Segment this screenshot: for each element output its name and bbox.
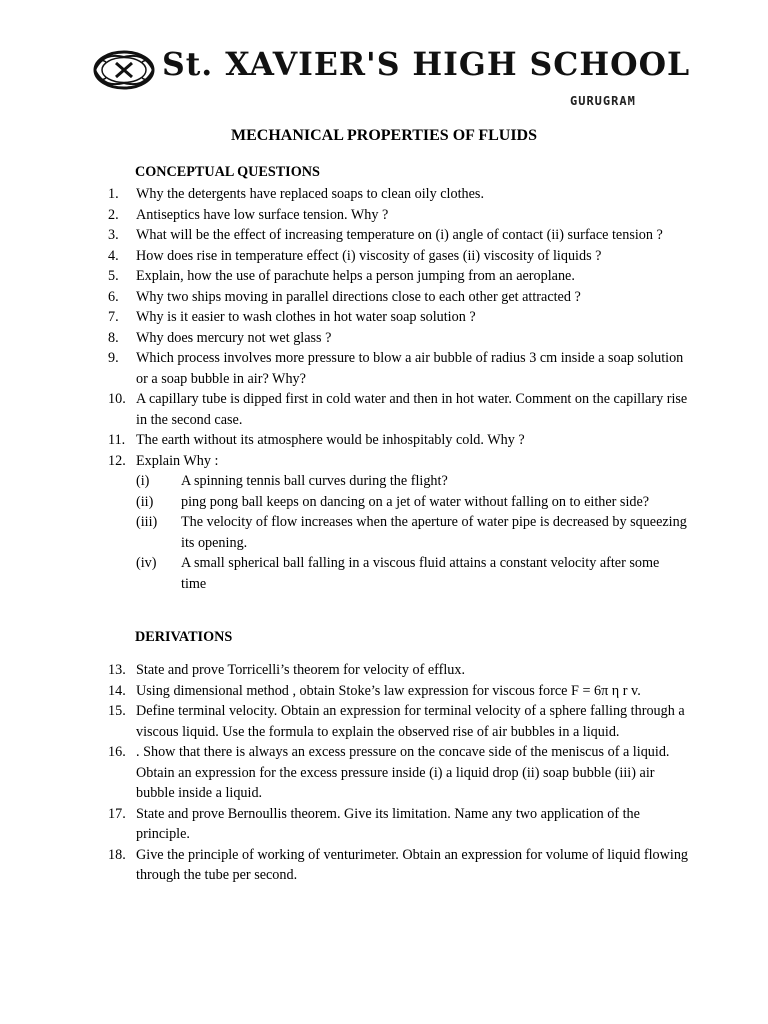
list-item	[108, 389, 688, 430]
sub-item-text: ping pong ball keeps on dancing on a jet of water without falling on to either side?	[181, 493, 650, 510]
item-text: The earth without its atmosphere would be inhospitably cold. Why ?	[136, 432, 525, 448]
list-item	[108, 742, 688, 804]
item-number: 13.	[108, 662, 126, 678]
derivations-heading: DERIVATIONS	[135, 629, 233, 645]
item-number: 12.	[108, 452, 126, 469]
school-header	[92, 44, 691, 114]
list-item	[108, 701, 688, 742]
list-item	[108, 451, 688, 595]
derivations-list	[108, 660, 688, 886]
item-text: Give the principle of working of venturimeter. Obtain an expression for volume of liquid flowing through the tube per second.	[136, 846, 689, 883]
item-number: 10.	[108, 391, 126, 407]
item-text: What will be the effect of increasing temperature on (i) angle of contact (ii) surface tension ?	[136, 227, 663, 243]
item-number: 3.	[108, 227, 119, 243]
item-number: 8.	[108, 329, 119, 346]
sub-list-item	[136, 512, 688, 553]
list-item	[108, 804, 688, 845]
item-text: Explain, how the use of parachute helps a person jumping from an aeroplane.	[136, 268, 575, 284]
document-title: MECHANICAL PROPERTIES OF FLUIDS	[231, 127, 537, 144]
sub-item-number: (iii)	[136, 514, 158, 530]
item-number: 14.	[108, 682, 126, 699]
item-text: How does rise in temperature effect (i) viscosity of gases (ii) viscosity of liquids ?	[136, 247, 602, 264]
item-text: State and prove Bernoullis theorem. Give its limitation. Name any two application of the principle.	[136, 805, 640, 842]
list-item	[108, 184, 688, 205]
item-number: 16.	[108, 744, 126, 760]
item-text: Why is it easier to wash clothes in hot water soap solution ?	[136, 309, 476, 325]
school-emblem-icon	[92, 48, 156, 92]
list-item	[108, 430, 688, 451]
sub-item-text: The velocity of flow increases when the aperture of water pipe is decreased by squeezing its opening.	[181, 514, 687, 551]
sub-item-number: (ii)	[136, 493, 154, 510]
explain-why-sub-list	[136, 471, 688, 594]
item-text: Why two ships moving in parallel directions close to each other get attracted ?	[136, 288, 581, 305]
list-item	[108, 287, 688, 308]
sub-list-item	[136, 471, 688, 492]
sub-item-number: (iv)	[136, 555, 157, 571]
list-item	[108, 348, 688, 389]
item-number: 7.	[108, 309, 119, 325]
sub-item-number: (i)	[136, 473, 150, 489]
school-name: St. XAVIER'S HIGH SCHOOL	[162, 46, 691, 83]
item-text: Which process involves more pressure to blow a air bubble of radius 3 cm inside a soap solution or a soap bubble in air? Why?	[136, 350, 684, 387]
item-number: 9.	[108, 350, 119, 366]
list-item	[108, 681, 688, 702]
sub-item-text: A small spherical ball falling in a viscous fluid attains a constant velocity after some time	[181, 555, 660, 592]
item-text: Why the detergents have replaced soaps to clean oily clothes.	[136, 186, 484, 202]
item-number: 18.	[108, 846, 126, 863]
item-number: 15.	[108, 703, 126, 719]
item-text: Why does mercury not wet glass ?	[136, 329, 332, 346]
item-text: Antiseptics have low surface tension. Why ?	[136, 206, 389, 223]
list-item	[108, 266, 688, 287]
sub-list-item	[136, 492, 688, 513]
conceptual-questions-list	[108, 184, 688, 594]
sub-list-item	[136, 553, 688, 594]
item-number: 6.	[108, 288, 119, 305]
list-item	[108, 660, 688, 681]
list-item	[108, 845, 688, 886]
item-number: 2.	[108, 206, 119, 223]
sub-item-text: A spinning tennis ball curves during the flight?	[181, 473, 448, 489]
list-item	[108, 225, 688, 246]
item-number: 17.	[108, 805, 126, 822]
school-city: GURUGRAM	[570, 94, 636, 108]
item-text: . Show that there is always an excess pressure on the concave side of the meniscus of a liquid. Obtain an expression for the excess pressure inside (i) a liquid drop (ii) soap bubble (iii) air bubble inside a liquid.	[136, 744, 670, 801]
item-number: 4.	[108, 247, 119, 264]
item-text: A capillary tube is dipped first in cold water and then in hot water. Comment on the capillary rise in the second case.	[136, 391, 688, 428]
item-number: 5.	[108, 268, 119, 284]
item-text: Using dimensional method , obtain Stoke’s law expression for viscous force F = 6π η r v.	[136, 682, 641, 699]
conceptual-questions-heading: CONCEPTUAL QUESTIONS	[135, 164, 320, 180]
item-text: State and prove Torricelli’s theorem for velocity of efflux.	[136, 662, 466, 678]
list-item	[108, 205, 688, 226]
list-item	[108, 307, 688, 328]
item-text: Explain Why :	[136, 452, 219, 469]
list-item	[108, 246, 688, 267]
item-number: 1.	[108, 186, 119, 202]
item-text: Define terminal velocity. Obtain an expression for terminal velocity of a sphere falling through a viscous liquid. Use the formula to explain the observed rise of air bubbles in a liquid.	[136, 703, 685, 740]
item-number: 11.	[108, 432, 126, 448]
list-item	[108, 328, 688, 349]
